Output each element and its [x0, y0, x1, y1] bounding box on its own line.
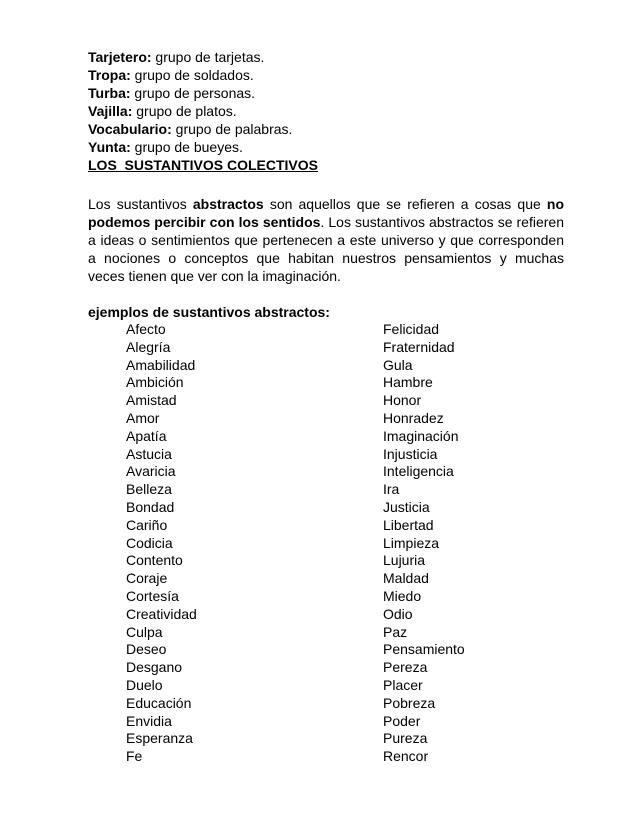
- word-item: Educación: [126, 694, 192, 711]
- definition-term: Turba:: [88, 85, 131, 101]
- word-item: Gula: [383, 356, 413, 373]
- definition-text: grupo de personas.: [130, 85, 256, 101]
- word-item: Pobreza: [383, 694, 436, 711]
- paragraph-bold-text: abstractos: [192, 196, 264, 212]
- word-item: Belleza: [126, 481, 172, 498]
- word-item: Placer: [383, 676, 423, 693]
- word-item: Felicidad: [383, 321, 440, 337]
- word-item: Apatía: [126, 427, 167, 444]
- definition-item: [88, 84, 568, 102]
- word-item: Afecto: [126, 321, 166, 337]
- paragraph-text: . Los sustantivos abstractos se refieren a ideas o sentimientos que pertenecen a este universo y que corresponden a nociones o conceptos que habitan nuestros pensamientos y muchas veces tienen que ver con la imaginación.: [88, 214, 564, 284]
- right-word-column: [383, 321, 583, 766]
- word-item: Coraje: [126, 570, 168, 587]
- word-item: Honradez: [383, 409, 444, 426]
- word-item: Miedo: [383, 587, 422, 604]
- word-item: Avaricia: [126, 463, 176, 480]
- word-item: Libertad: [383, 516, 434, 533]
- word-item: Cariño: [126, 516, 168, 533]
- definition-text: grupo de tarjetas.: [151, 49, 265, 65]
- word-item: Limpieza: [383, 534, 440, 551]
- body-paragraph: [88, 195, 564, 285]
- word-item: Codicia: [126, 534, 173, 551]
- definition-text: grupo de palabras.: [171, 121, 293, 137]
- definition-item: [88, 66, 568, 84]
- word-item: Amistad: [126, 392, 177, 409]
- word-item: Deseo: [126, 641, 167, 658]
- examples-title: ejemplos de sustantivos abstractos:: [88, 304, 330, 320]
- definition-text: grupo de bueyes.: [130, 139, 243, 155]
- word-item: Amabilidad: [126, 356, 196, 373]
- definition-term: Tropa:: [88, 67, 131, 83]
- word-item: Ira: [383, 481, 400, 498]
- word-item: Bondad: [126, 498, 175, 515]
- word-item: Creatividad: [126, 605, 197, 622]
- word-item: Ambición: [126, 374, 184, 391]
- word-item: Honor: [383, 392, 422, 409]
- definition-item: [88, 120, 568, 138]
- left-word-column: [126, 321, 326, 766]
- paragraph-bold-text: no podemos percibir con los sentidos: [88, 196, 565, 230]
- word-item: Contento: [126, 552, 183, 569]
- definition-list: [88, 48, 568, 156]
- word-item: Culpa: [126, 623, 163, 640]
- word-item: Cortesía: [126, 587, 179, 604]
- paragraph-text: Los sustantivos: [88, 196, 193, 212]
- word-item: Amor: [126, 409, 160, 426]
- definition-text: grupo de soldados.: [130, 67, 254, 83]
- word-item: Rencor: [383, 748, 429, 765]
- word-item: Paz: [383, 623, 408, 640]
- definition-term: Vajilla:: [88, 103, 133, 119]
- word-item: Justicia: [383, 498, 430, 515]
- word-item: Alegría: [126, 338, 171, 355]
- section-heading: LOS SUSTANTIVOS COLECTIVOS: [88, 157, 318, 173]
- word-item: Envidia: [126, 712, 172, 729]
- definition-item: [88, 48, 568, 66]
- definition-term: Tarjetero:: [88, 49, 152, 65]
- word-item: Desgano: [126, 659, 183, 676]
- definition-item: [88, 138, 568, 156]
- word-item: Astucia: [126, 445, 172, 462]
- word-item: Duelo: [126, 676, 163, 693]
- word-item: Esperanza: [126, 730, 193, 747]
- definition-item: [88, 102, 568, 120]
- definition-term: Vocabulario:: [88, 121, 172, 137]
- word-item: Pensamiento: [383, 641, 465, 658]
- word-item: Imaginación: [383, 427, 459, 444]
- word-item: Maldad: [383, 570, 429, 587]
- word-item: Poder: [383, 712, 421, 729]
- definition-text: grupo de platos.: [132, 103, 237, 119]
- word-item: Inteligencia: [383, 463, 454, 480]
- word-item: Lujuria: [383, 552, 426, 569]
- word-item: Fraternidad: [383, 338, 455, 355]
- definition-term: Yunta:: [88, 139, 131, 155]
- paragraph-text: son aquellos que se refieren a cosas que: [263, 196, 547, 212]
- word-item: Fe: [126, 748, 143, 765]
- word-item: Pereza: [383, 659, 428, 676]
- word-item: Odio: [383, 605, 413, 622]
- word-item: Hambre: [383, 374, 433, 391]
- word-item: Injusticia: [383, 445, 438, 462]
- word-item: Pureza: [383, 730, 428, 747]
